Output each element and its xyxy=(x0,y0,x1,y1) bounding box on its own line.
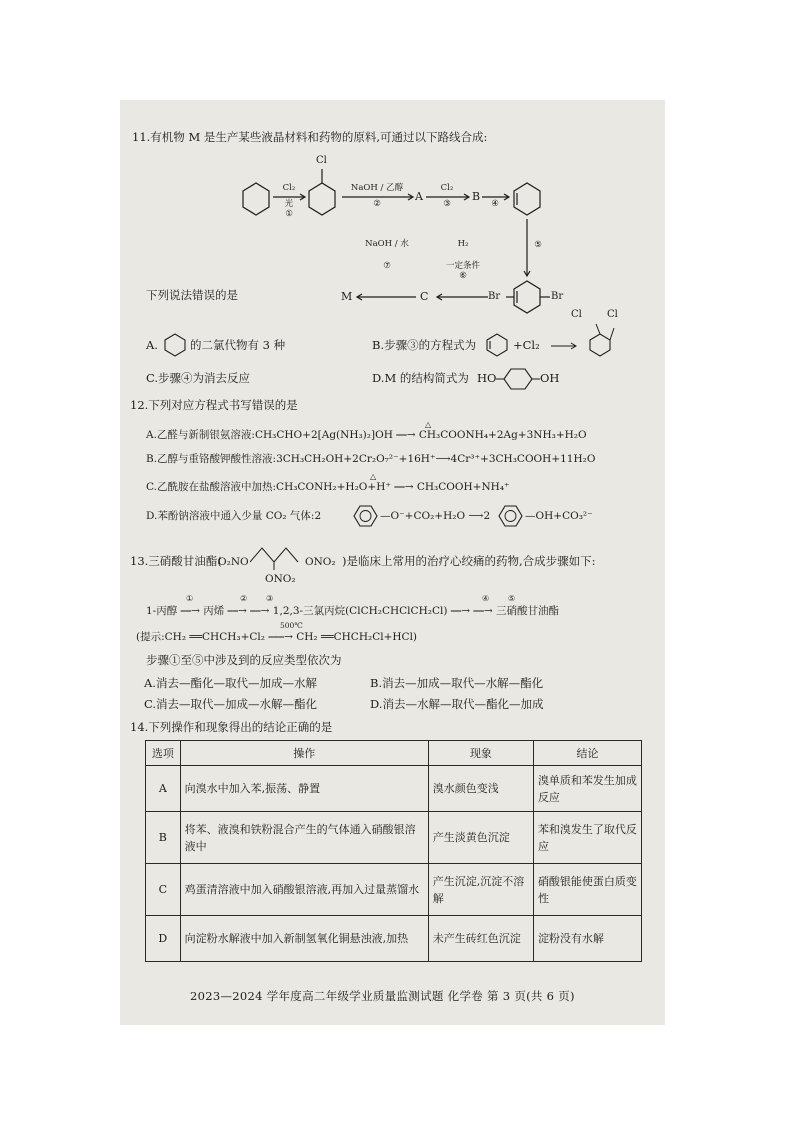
chlorocyclohexane-ring xyxy=(309,183,335,215)
header-option: 选项 xyxy=(146,741,181,766)
hydroquinone-ring-icon xyxy=(496,366,540,392)
row-phenomenon: 产生沉淀,沉淀不溶解 xyxy=(428,864,533,916)
row-option: B xyxy=(146,812,181,864)
q11-prompt: 下列说法错误的是 xyxy=(146,288,238,302)
table-row xyxy=(146,864,642,916)
q12-c-delta: △ xyxy=(370,472,377,481)
q14-table xyxy=(145,740,642,962)
step3-reagent: Cl₂ xyxy=(440,183,454,193)
row-phenomenon: 产生淡黄色沉淀 xyxy=(428,812,533,864)
q13-ono2-right: ONO₂ xyxy=(305,556,336,568)
cl-substituent: Cl xyxy=(316,155,327,166)
q13-route: 1-丙醇 ⎯⎯→ 丙烯 ⎯⎯→ ⎯⎯→ 1,2,3-三氯丙烷(ClCH₂CHClCH₂Cl) ⎯⎯→ ⎯⎯→ 三硝酸甘油酯 xyxy=(146,605,560,617)
step1-condition: 光 xyxy=(284,199,294,209)
step7-reagent: NaOH / 水 xyxy=(365,239,409,249)
node-b: B xyxy=(472,190,481,203)
step1-number: ① xyxy=(285,209,293,219)
step1-reagent: Cl₂ xyxy=(282,183,296,193)
q11-option-b-text: B.步骤③的方程式为 xyxy=(372,338,477,352)
option-d-oh: OH xyxy=(540,371,560,385)
q11-option-b-plus: +Cl₂ xyxy=(513,338,540,352)
q13-ono2-bottom: ONO₂ xyxy=(265,573,296,585)
q12-option-d-end: —OH+CO₃²⁻ xyxy=(525,510,593,522)
step7-number: ⑦ xyxy=(383,261,391,271)
benzene-ring-icon xyxy=(495,503,525,529)
table-row xyxy=(146,916,642,962)
table-header-row xyxy=(146,741,642,766)
row-operation: 将苯、液溴和铁粉混合产生的气体通入硝酸银溶液中 xyxy=(180,812,428,864)
step3-number: ③ xyxy=(443,199,451,209)
row-conclusion: 苯和溴发生了取代反应 xyxy=(533,812,641,864)
q12-option-b: B.乙醇与重铬酸钾酸性溶液:3CH₃CH₂OH+2Cr₂O₇²⁻+16H⁺⟶4Cr³⁺+3CH₃COOH+11H₂O xyxy=(146,453,596,465)
table-row xyxy=(146,766,642,812)
q12-option-c: C.乙酰胺在盐酸溶液中加热:CH₃CONH₂+H₂O+H⁺ ⎯⎯→ CH₃COOH+NH₄⁺ xyxy=(146,481,510,493)
node-m: M xyxy=(341,290,353,303)
route-step-5: ⑤ xyxy=(508,594,516,603)
nitroglycerin-skeleton xyxy=(250,540,306,570)
row-option: C xyxy=(146,864,181,916)
q11-stem: 11.有机物 M 是生产某些液晶材料和药物的原料,可通过以下路线合成: xyxy=(132,130,488,144)
table-row xyxy=(146,812,642,864)
option-d-ho: HO xyxy=(477,371,497,385)
q11-option-a-text: 的二氯代物有 3 种 xyxy=(190,338,286,352)
step2-reagent: NaOH / 乙醇 xyxy=(350,183,404,193)
q13-hint-temp: 500℃ xyxy=(280,621,303,630)
cyclohexane-ring xyxy=(243,183,269,215)
q12-a-delta: △ xyxy=(425,420,432,429)
q13-stem-suffix: )是临床上常用的治疗心绞痛的药物,合成步骤如下: xyxy=(342,554,596,568)
step5-number: ⑤ xyxy=(534,240,542,250)
row-conclusion: 溴单质和苯发生加成反应 xyxy=(533,766,641,812)
row-option: A xyxy=(146,766,181,812)
q11-option-a-label: A. xyxy=(146,338,158,352)
benzene-ring-icon xyxy=(350,503,380,529)
route-step-4: ④ xyxy=(482,594,490,603)
route-step-3: ③ xyxy=(266,594,274,603)
dichlorocyclohexane-option-b-icon xyxy=(582,320,622,362)
cyclohexene-option-b-icon xyxy=(484,332,510,358)
row-operation: 向淀粉水解液中加入新制氢氧化铜悬浊液,加热 xyxy=(180,916,428,962)
q13-hint: (提示:CH₂ ══CHCH₃+Cl₂ ⎯⎯⎯→ CH₂ ══CHCH₂Cl+HCl) xyxy=(136,631,418,643)
node-a: A xyxy=(415,190,423,203)
step4-number: ④ xyxy=(491,199,499,209)
q14-stem: 14.下列操作和现象得出的结论正确的是 xyxy=(130,720,333,734)
q12-option-d-prefix: D.苯酚钠溶液中通入少量 CO₂ 气体:2 xyxy=(146,510,322,522)
option-b-cl-1: Cl xyxy=(571,309,582,320)
q13-option-b: B.消去—加成—取代—水解—酯化 xyxy=(370,676,544,690)
row-operation: 鸡蛋清溶液中加入硝酸银溶液,再加入过量蒸馏水 xyxy=(180,864,428,916)
cyclohexene-ring xyxy=(514,183,540,215)
exam-page xyxy=(120,100,665,1025)
dibromo-cyclohexene-ring xyxy=(514,281,540,313)
row-conclusion: 硝酸银能使蛋白质变性 xyxy=(533,864,641,916)
q12-option-d-mid: —O⁻+CO₂+H₂O ⟶2 xyxy=(380,510,491,522)
row-option: D xyxy=(146,916,181,962)
q13-prompt: 步骤①至⑤中涉及到的反应类型依次为 xyxy=(146,653,342,667)
step6-condition: 一定条件 xyxy=(445,261,480,271)
route-step-2: ② xyxy=(240,594,248,603)
row-phenomenon: 未产生砖红色沉淀 xyxy=(428,916,533,962)
step6-reagent: H₂ xyxy=(457,239,469,249)
row-phenomenon: 溴水颜色变浅 xyxy=(428,766,533,812)
option-b-arrow xyxy=(550,341,578,351)
row-operation: 向溴水中加入苯,振荡、静置 xyxy=(180,766,428,812)
option-b-cl-2: Cl xyxy=(607,309,618,320)
q13-o2no: O₂NO xyxy=(218,556,249,568)
header-conclusion: 结论 xyxy=(533,741,641,766)
q11-option-c: C.步骤④为消去反应 xyxy=(146,371,251,385)
q12-stem: 12.下列对应方程式书写错误的是 xyxy=(130,398,298,412)
cyclohexane-option-a-icon xyxy=(162,332,188,358)
node-c: C xyxy=(420,290,429,303)
page-footer: 2023—2024 学年度高二年级学业质量监测试题 化学卷 第 3 页(共 6 页) xyxy=(190,989,575,1003)
row-conclusion: 淀粉没有水解 xyxy=(533,916,641,962)
header-operation: 操作 xyxy=(180,741,428,766)
q13-option-c: C.消去—取代—加成—水解—酯化 xyxy=(144,697,318,711)
route-step-1: ① xyxy=(186,594,194,603)
br-left: Br xyxy=(488,291,501,302)
q12-option-a: A.乙醛与新制银氨溶液:CH₃CHO+2[Ag(NH₃)₂]OH ⎯⎯→ CH₃COONH₄+2Ag+3NH₃+H₂O xyxy=(146,429,587,441)
q13-option-d: D.消去—水解—取代—酯化—加成 xyxy=(370,697,544,711)
br-right: Br xyxy=(551,291,564,302)
step2-number: ② xyxy=(373,199,381,209)
step6-number: ⑥ xyxy=(459,271,467,281)
q13-option-a: A.消去—酯化—取代—加成—水解 xyxy=(144,676,317,690)
q13-stem-prefix: 13.三硝酸甘油酯( xyxy=(130,554,222,568)
q11-option-d-text: D.M 的结构简式为 xyxy=(372,371,469,385)
header-phenomenon: 现象 xyxy=(428,741,533,766)
